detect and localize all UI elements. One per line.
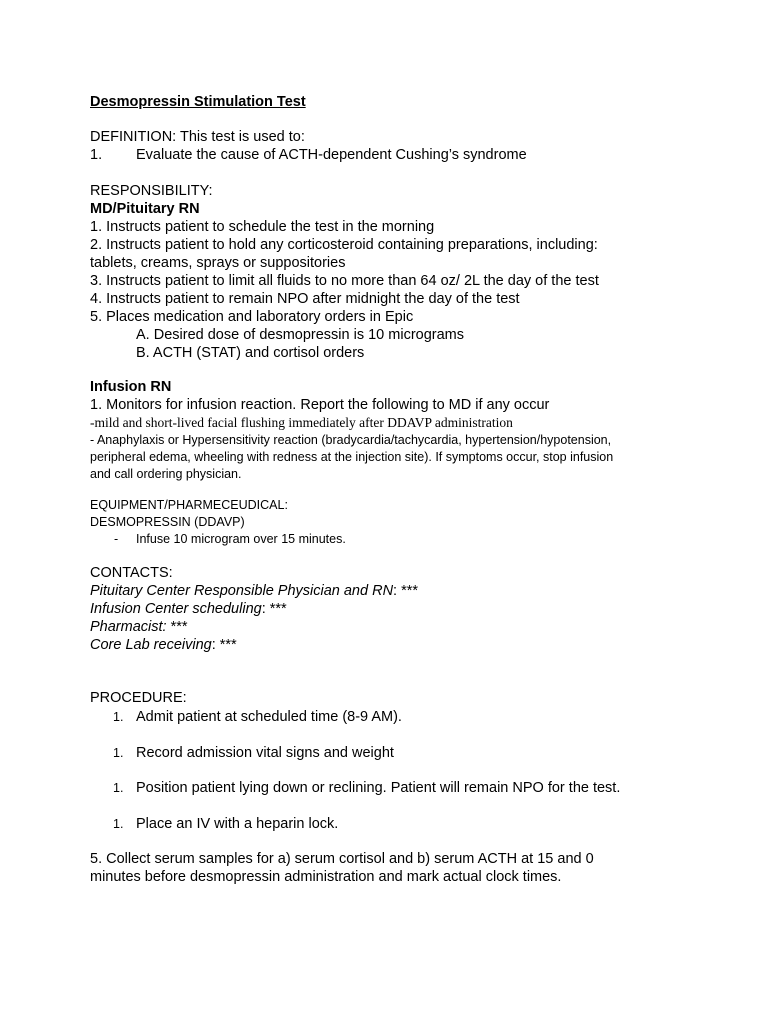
procedure-step-text: Record admission vital signs and weight xyxy=(136,745,394,761)
md-pituitary-heading: MD/Pituitary RN xyxy=(90,201,200,217)
definition-item-number: 1. xyxy=(90,147,103,163)
contact-value: *** xyxy=(166,619,188,635)
md-item: 1. Instructs patient to schedule the test in the morning xyxy=(90,219,435,235)
definition-heading: DEFINITION: This test is used to: xyxy=(90,129,305,145)
procedure-step-number: 1. xyxy=(113,781,124,795)
md-item: 3. Instructs patient to limit all fluids to no more than 64 oz/ 2L the day of the test xyxy=(90,273,599,289)
md-item-continuation: tablets, creams, sprays or suppositories xyxy=(90,255,346,271)
procedure-step-text: Admit patient at scheduled time (8-9 AM). xyxy=(136,709,402,725)
infusion-note: - Anaphylaxis or Hypersensitivity reaction (bradycardia/tachycardia, hypertension/hypotension, xyxy=(90,433,612,447)
contact-label: Infusion Center scheduling xyxy=(90,601,262,617)
md-subitem: A. Desired dose of desmopressin is 10 micrograms xyxy=(136,327,464,343)
procedure-step-text: Position patient lying down or reclining. Patient will remain NPO for the test. xyxy=(136,780,621,796)
procedure-step-5: 5. Collect serum samples for a) serum cortisol and b) serum ACTH at 15 and 0 xyxy=(90,851,594,867)
document-title: Desmopressin Stimulation Test xyxy=(90,94,306,110)
procedure-heading: PROCEDURE: xyxy=(90,690,187,706)
contact-row xyxy=(90,618,188,636)
contact-label: Core Lab receiving xyxy=(90,637,212,653)
contact-value: : *** xyxy=(393,583,419,599)
contact-row xyxy=(90,636,237,654)
contacts-heading: CONTACTS: xyxy=(90,565,173,581)
infusion-item: 1. Monitors for infusion reaction. Report the following to MD if any occur xyxy=(90,397,550,413)
equipment-drug: DESMOPRESSIN (DDAVP) xyxy=(90,515,245,529)
infusion-rn-heading: Infusion RN xyxy=(90,379,172,395)
procedure-step-number: 1. xyxy=(113,746,124,760)
md-subitem: B. ACTH (STAT) and cortisol orders xyxy=(136,345,365,361)
infusion-note: and call ordering physician. xyxy=(90,467,242,481)
contact-value: : *** xyxy=(261,601,287,617)
procedure-step-5-continuation: minutes before desmopressin administration and mark actual clock times. xyxy=(90,869,562,885)
procedure-step-number: 1. xyxy=(113,817,124,831)
equipment-heading: EQUIPMENT/PHARMECEUDICAL: xyxy=(90,498,288,512)
md-item: 4. Instructs patient to remain NPO after midnight the day of the test xyxy=(90,291,520,307)
contact-row xyxy=(90,600,287,618)
procedure-step-number: 1. xyxy=(113,710,124,724)
equipment-item: Infuse 10 microgram over 15 minutes. xyxy=(136,532,346,546)
contact-label: Pharmacist: xyxy=(90,619,167,635)
equipment-bullet: - xyxy=(114,532,119,546)
definition-item-text: Evaluate the cause of ACTH-dependent Cushing’s syndrome xyxy=(136,147,527,163)
contact-row xyxy=(90,582,418,600)
responsibility-heading: RESPONSIBILITY: xyxy=(90,183,213,199)
md-item: 5. Places medication and laboratory orders in Epic xyxy=(90,309,414,325)
infusion-note: -mild and short-lived facial flushing immediately after DDAVP administration xyxy=(90,415,513,430)
infusion-note: peripheral edema, wheeling with redness at the injection site). If symptoms occur, stop infusion xyxy=(90,450,614,464)
procedure-step-text: Place an IV with a heparin lock. xyxy=(136,816,339,832)
contact-value: : *** xyxy=(211,637,237,653)
contact-label: Pituitary Center Responsible Physician and RN xyxy=(90,583,394,599)
md-item: 2. Instructs patient to hold any corticosteroid containing preparations, including: xyxy=(90,237,598,253)
